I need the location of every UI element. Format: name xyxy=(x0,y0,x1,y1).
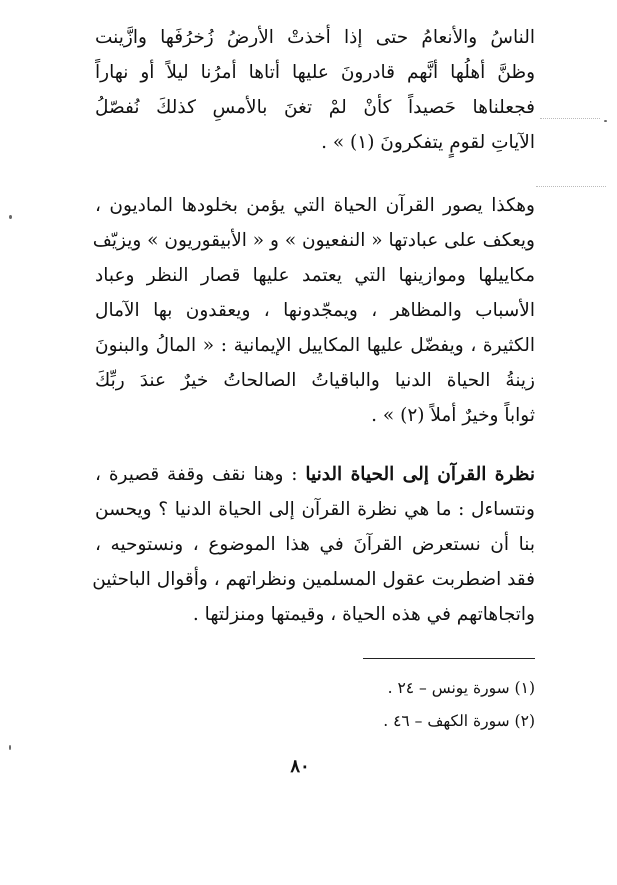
scan-artifact-line xyxy=(536,186,606,187)
page-number: ٨٠ xyxy=(290,756,310,777)
text-line: وظنَّ أهلُها أنَّهم قادرونَ عليها أتاها أمرُنا ليلاً أو نهاراً xyxy=(95,62,535,83)
text-line: ويعكف على عبادتها « النفعيون » و « الأبيقوريون » ويزيّف xyxy=(92,230,535,251)
text-line: زينةُ الحياة الدنيا والباقياتُ الصالحاتُ خيرٌ عندَ ربِّكَ xyxy=(95,370,535,391)
section-heading: نظرة القرآن إلى الحياة الدنيا xyxy=(305,464,535,485)
text-line: ثواباً وخيرٌ أملاً (٢) » . xyxy=(371,405,535,426)
scan-speck xyxy=(9,215,12,219)
text-line: فقد اضطربت عقول المسلمين ونظراتهم ، وأقوال الباحثين xyxy=(92,569,535,590)
text-line: الكثيرة ، ويفضّل عليها المكاييل الإيمانية : « المالُ والبنونَ xyxy=(95,335,535,356)
scan-speck xyxy=(604,120,607,122)
text-line: ونتساءل : ما هي نظرة القرآن إلى الحياة الدنيا ؟ ويحسن xyxy=(95,499,535,520)
footnotes xyxy=(235,672,535,738)
scan-speck xyxy=(9,745,11,750)
section-heading-tail: : وهنا نقف وقفة قصيرة ، xyxy=(95,464,306,485)
footnote-item: (٢) سورة الكهف – ٤٦ . xyxy=(383,712,535,730)
footnote-item: (١) سورة يونس – ٢٤ . xyxy=(387,679,535,697)
paragraph-quran-verse-yunus xyxy=(95,20,535,160)
footnote-divider xyxy=(363,658,535,659)
text-line: وهكذا يصور القرآن الحياة التي يؤمن بخلودها الماديون ، xyxy=(95,195,535,216)
text-line: واتجاهاتهم في هذه الحياة ، وقيمتها ومنزلتها . xyxy=(192,604,535,625)
text-line: الآياتِ لقومٍ يتفكرونَ (١) » . xyxy=(321,132,535,153)
text-line: بنا أن نستعرض القرآنَ في هذا الموضوع ، ونستوحيه ، xyxy=(95,534,535,555)
paragraph-quran-view-of-worldly-life xyxy=(92,457,535,632)
text-line: فجعلناها حَصيداً كأنْ لمْ تغنَ بالأمسِ كذلكَ نُفصّلُ xyxy=(95,97,535,118)
text-line: الأسباب والمظاهر ، ويمجّدونها ، ويعقدون بها الآمال xyxy=(95,300,535,321)
text-line: الناسُ والأنعامُ حتى إذا أخذتْ الأرضُ زُخرُفَها وازَّينت xyxy=(95,27,535,48)
section-heading-line xyxy=(95,457,535,492)
text-line: مكاييلها وموازينها التي يعتمد عليها قصار النظر وعباد xyxy=(95,265,535,286)
paragraph-materialists-view xyxy=(92,188,535,433)
scan-artifact-line xyxy=(540,118,600,119)
